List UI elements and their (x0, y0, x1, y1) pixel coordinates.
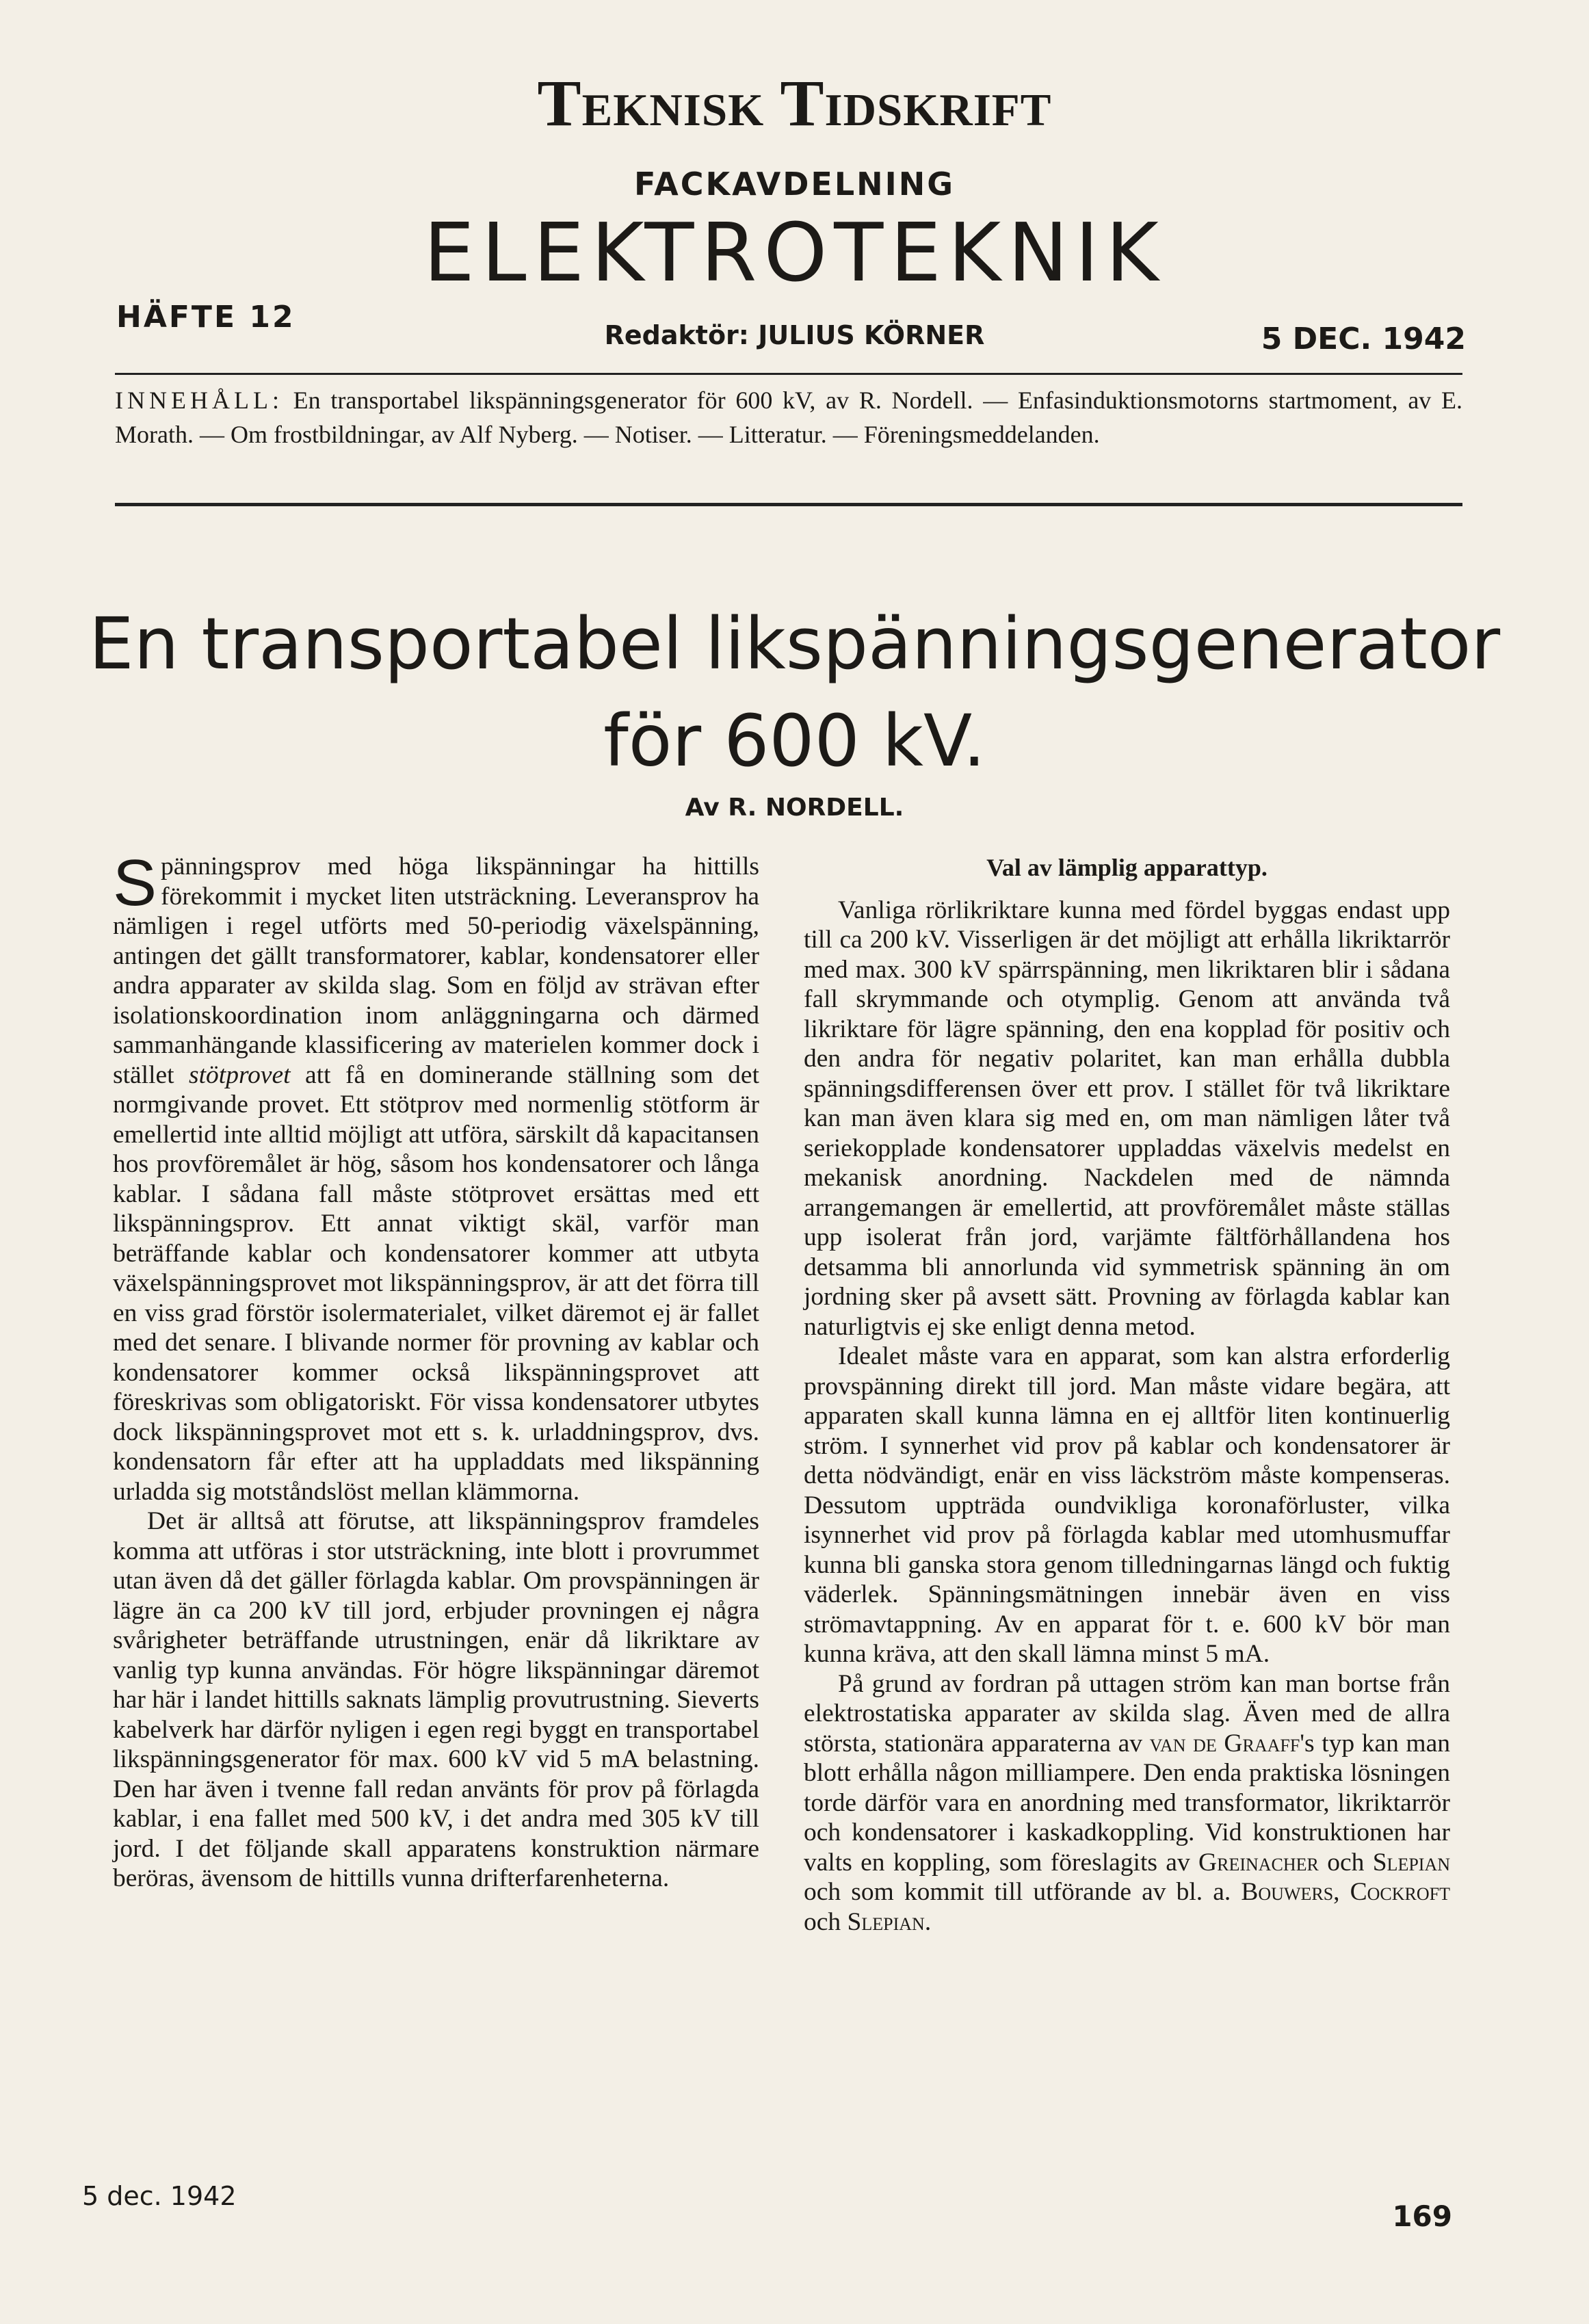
right-column (804, 852, 1450, 1937)
section-name: ELEKTROTEKNIK (423, 205, 1166, 300)
contents-lead: INNEHÅLL: (115, 387, 283, 414)
paragraph-2: Det är alltså att förutse, att likspänningsprov framdeles komma att utföras i stor utsträckning, inte blott i provrummet utan även då det gäller förlagda kablar. Om provspänningen är lägre än ca 200 kV till jord, erbjuder provningen ej några svårigheter beträffande utrustningen, enär då likriktare av vanlig typ kunna användas. För högre likspänningar däremot har här i landet hittills saknats lämplig provutrustning. Sieverts kabelverk har därför nyligen i egen regi byggt en transportabel likspänningsgenerator för max. 600 kV vid 5 mA belastning. Den har även i tvenne fall redan använts för prov på förlagda kablar, i ena fallet med 500 kV, i det andra med 305 kV till jord. I det följande skall apparatens konstruktion närmare beröras, ävensom de hittills vunna drifterfarenheterna. (113, 1507, 759, 1892)
paragraph-4: Idealet måste vara en apparat, som kan alstra erforderlig provspänning direkt till jord. Man måste vidare begära, att apparaten skall kunna lämna en ej alltför liten kontinuerlig ström. I synnerhet vid prov på kablar och kondensatorer är detta nödvändigt, enär en viss läckström måste kompenseras. Dessutom uppträda oundvikliga koronaförluster, vilka isynnerhet vid prov på förlagda kablar med utomhusmuffar kunna bli ganska stora genom tilledningarnas längd och fuktig väderlek. Spänningsmätningen innebär även en viss strömavtappning. Av en apparat för t. e. 600 kV bör man kunna kräva, att den skall lämna minst 5 mA. (804, 1342, 1450, 1668)
bottom-divider (115, 503, 1462, 506)
emphasis: stötprovet (189, 1060, 291, 1089)
table-of-contents (115, 383, 1462, 452)
section-label: FACKAVDELNING (633, 166, 955, 203)
journal-title: Teknisk Tidskrift (537, 66, 1052, 140)
issue-number: HÄFTE 12 (116, 300, 296, 335)
article-title (0, 595, 1589, 789)
paragraph-1: Spänningsprov med höga likspänningar ha hittills förekommit i mycket liten utsträckning. Leveransprov ha nämligen i regel utförts med 50-periodig växelspänning, antingen det gällt transformatorer, kablar, kondensatorer eller andra apparater av skilda slag. Som en följd av strävan efter isolationskoordination inom anläggningarna och därmed sammanhängande klassificering av materielen kommer dock i stället stötprovet att få en dominerande ställning som det normgivande provet. Ett stötprov med normenlig stötform är emellertid inte alltid möjligt att utföra, särskilt då kapacitansen hos provföremålet är hög, såsom hos kondensatorer och långa kablar. I sådana fall måste stötprovet ersättas med ett likspänningsprov. Ett annat viktigt skäl, varför man beträffande kablar och kondensatorer kommer att utbyta växelspänningsprovet mot likspänningsprov, är att det förra till en viss grad förstör isolermaterialet, vilket däremot ej är fallet med det senare. I blivande normer för provning av kablar och kondensatorer kommer också likspänningsprovet att föreskrivas som obligatoriskt. För vissa kondensatorer utbytes dock likspänningsprovet mot ett s. k. urladdningsprov, dvs. kondensatorn får efter att ha uppladdats med likspänning urladda sig motståndslöst mellan klämmorna. (113, 846, 759, 1506)
article-title-line-2: för 600 kV. (603, 699, 986, 783)
left-column (113, 846, 759, 1894)
top-divider (115, 373, 1462, 375)
article-title-line-1: En transportabel likspänningsgenerator (88, 602, 1501, 686)
page-number: 169 (1392, 2199, 1452, 2233)
footer-date: 5 dec. 1942 (82, 2181, 237, 2211)
section-subheading: Val av lämplig apparattyp. (986, 854, 1268, 881)
editor-line: Redaktör: JULIUS KÖRNER (604, 320, 985, 350)
article-byline: Av R. NORDELL. (685, 794, 904, 822)
issue-date: 5 DEC. 1942 (1261, 322, 1466, 356)
contents-text: En transportabel likspänningsgenerator för 600 kV, av R. Nordell. — Enfasinduktionsmotorns startmoment, av E. Morath. — Om frostbildningar, av Alf Nyberg. — Notiser. — Litteratur. — Föreningsmeddelanden. (115, 387, 1463, 448)
drop-cap: S (113, 846, 157, 919)
paragraph-5: På grund av fordran på uttagen ström kan man bortse från elektrostatiska apparater av skilda slag. Även med de allra största, stationära apparaterna av van de Graaff's typ kan man blott erhålla någon milliampere. Den enda praktiska lösningen torde därför vara en anordning med transformator, likriktarrör och kondensatorer i kaskadkoppling. Vid konstruktionen har valts en koppling, som föreslagits av Greinacher och Slepian och som kommit till utförande av bl. a. Bouwers, Cockroft och Slepian. (804, 1669, 1450, 1936)
paragraph-3: Vanliga rörlikriktare kunna med fördel byggas endast upp till ca 200 kV. Visserligen är det möjligt att erhålla likriktarrör med max. 300 kV spärrspänning, men likriktaren blir i sådana fall skrymmande och otymplig. Genom att använda två likriktare för lägre spänning, den ena kopplad för positiv och den andra för negativ polaritet, kan man erhålla dubbla spänningsdifferensen över ett prov. I stället för två likriktare kan man även klara sig med en, om man nämligen låter två seriekopplade kondensatorer uppladdas växelvis medelst en mekanisk anordning. Nackdelen med de nämnda arrangemangen är emellertid, att provföremålet måste ställas upp isolerat från jord, varjämte fältförhållandena hos detsamma bli annorlunda vid symmetrisk spänning än om jordning sker på avsett sätt. Provning av förlagda kablar kan naturligtvis ej ske enligt denna metod. (804, 896, 1450, 1341)
